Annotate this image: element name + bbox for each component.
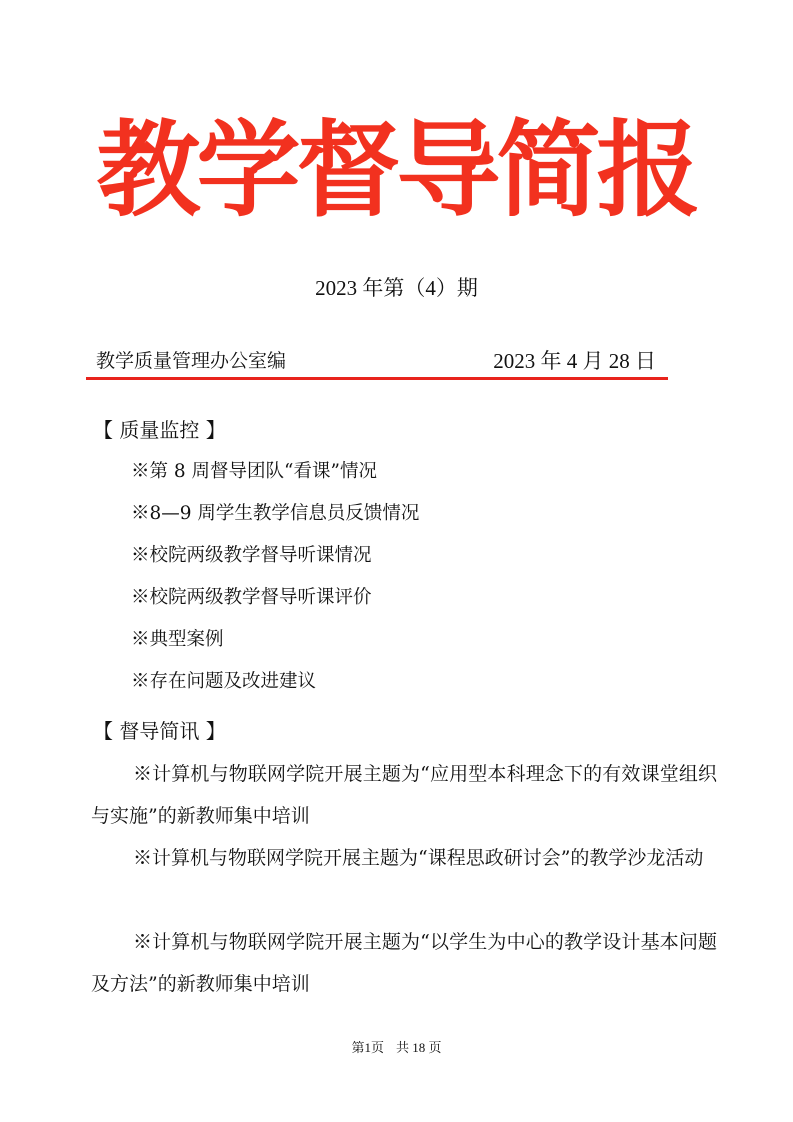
- publish-date: 2023 年 4 月 28 日: [493, 349, 656, 373]
- section-title-quality: 【 质量监控 】: [93, 418, 226, 442]
- toc-item: ※校院两级教学督导听课评价: [131, 587, 372, 608]
- toc-item: ※8—9 周学生教学信息员反馈情况: [131, 503, 420, 524]
- page-total: 共 18 页: [396, 1040, 442, 1055]
- toc-item: ※存在问题及改进建议: [131, 671, 317, 692]
- toc-item: ※第 8 周督导团队“看课”情况: [131, 461, 377, 482]
- news-item: ※计算机与物联网学院开展主题为“应用型本科理念下的有效课堂组织与实施”的新教师集中培训: [91, 763, 717, 827]
- issue-number: 2023 年第（4）期: [315, 276, 478, 300]
- news-item: ※计算机与物联网学院开展主题为“以学生为中心的教学设计基本问题及方法”的新教师集中培训: [91, 931, 717, 995]
- header-divider: [86, 377, 668, 380]
- masthead-title: 教学督导简报: [96, 109, 697, 231]
- section-title-news: 【 督导简讯 】: [93, 719, 226, 743]
- toc-item: ※校院两级教学督导听课情况: [131, 545, 372, 566]
- page-footer: [0, 1039, 793, 1057]
- page-number: 第1页: [351, 1040, 384, 1055]
- toc-item: ※典型案例: [131, 629, 224, 650]
- editor-label: 教学质量管理办公室编: [96, 350, 287, 372]
- news-item: ※计算机与物联网学院开展主题为“课程思政研讨会”的教学沙龙活动: [133, 847, 704, 869]
